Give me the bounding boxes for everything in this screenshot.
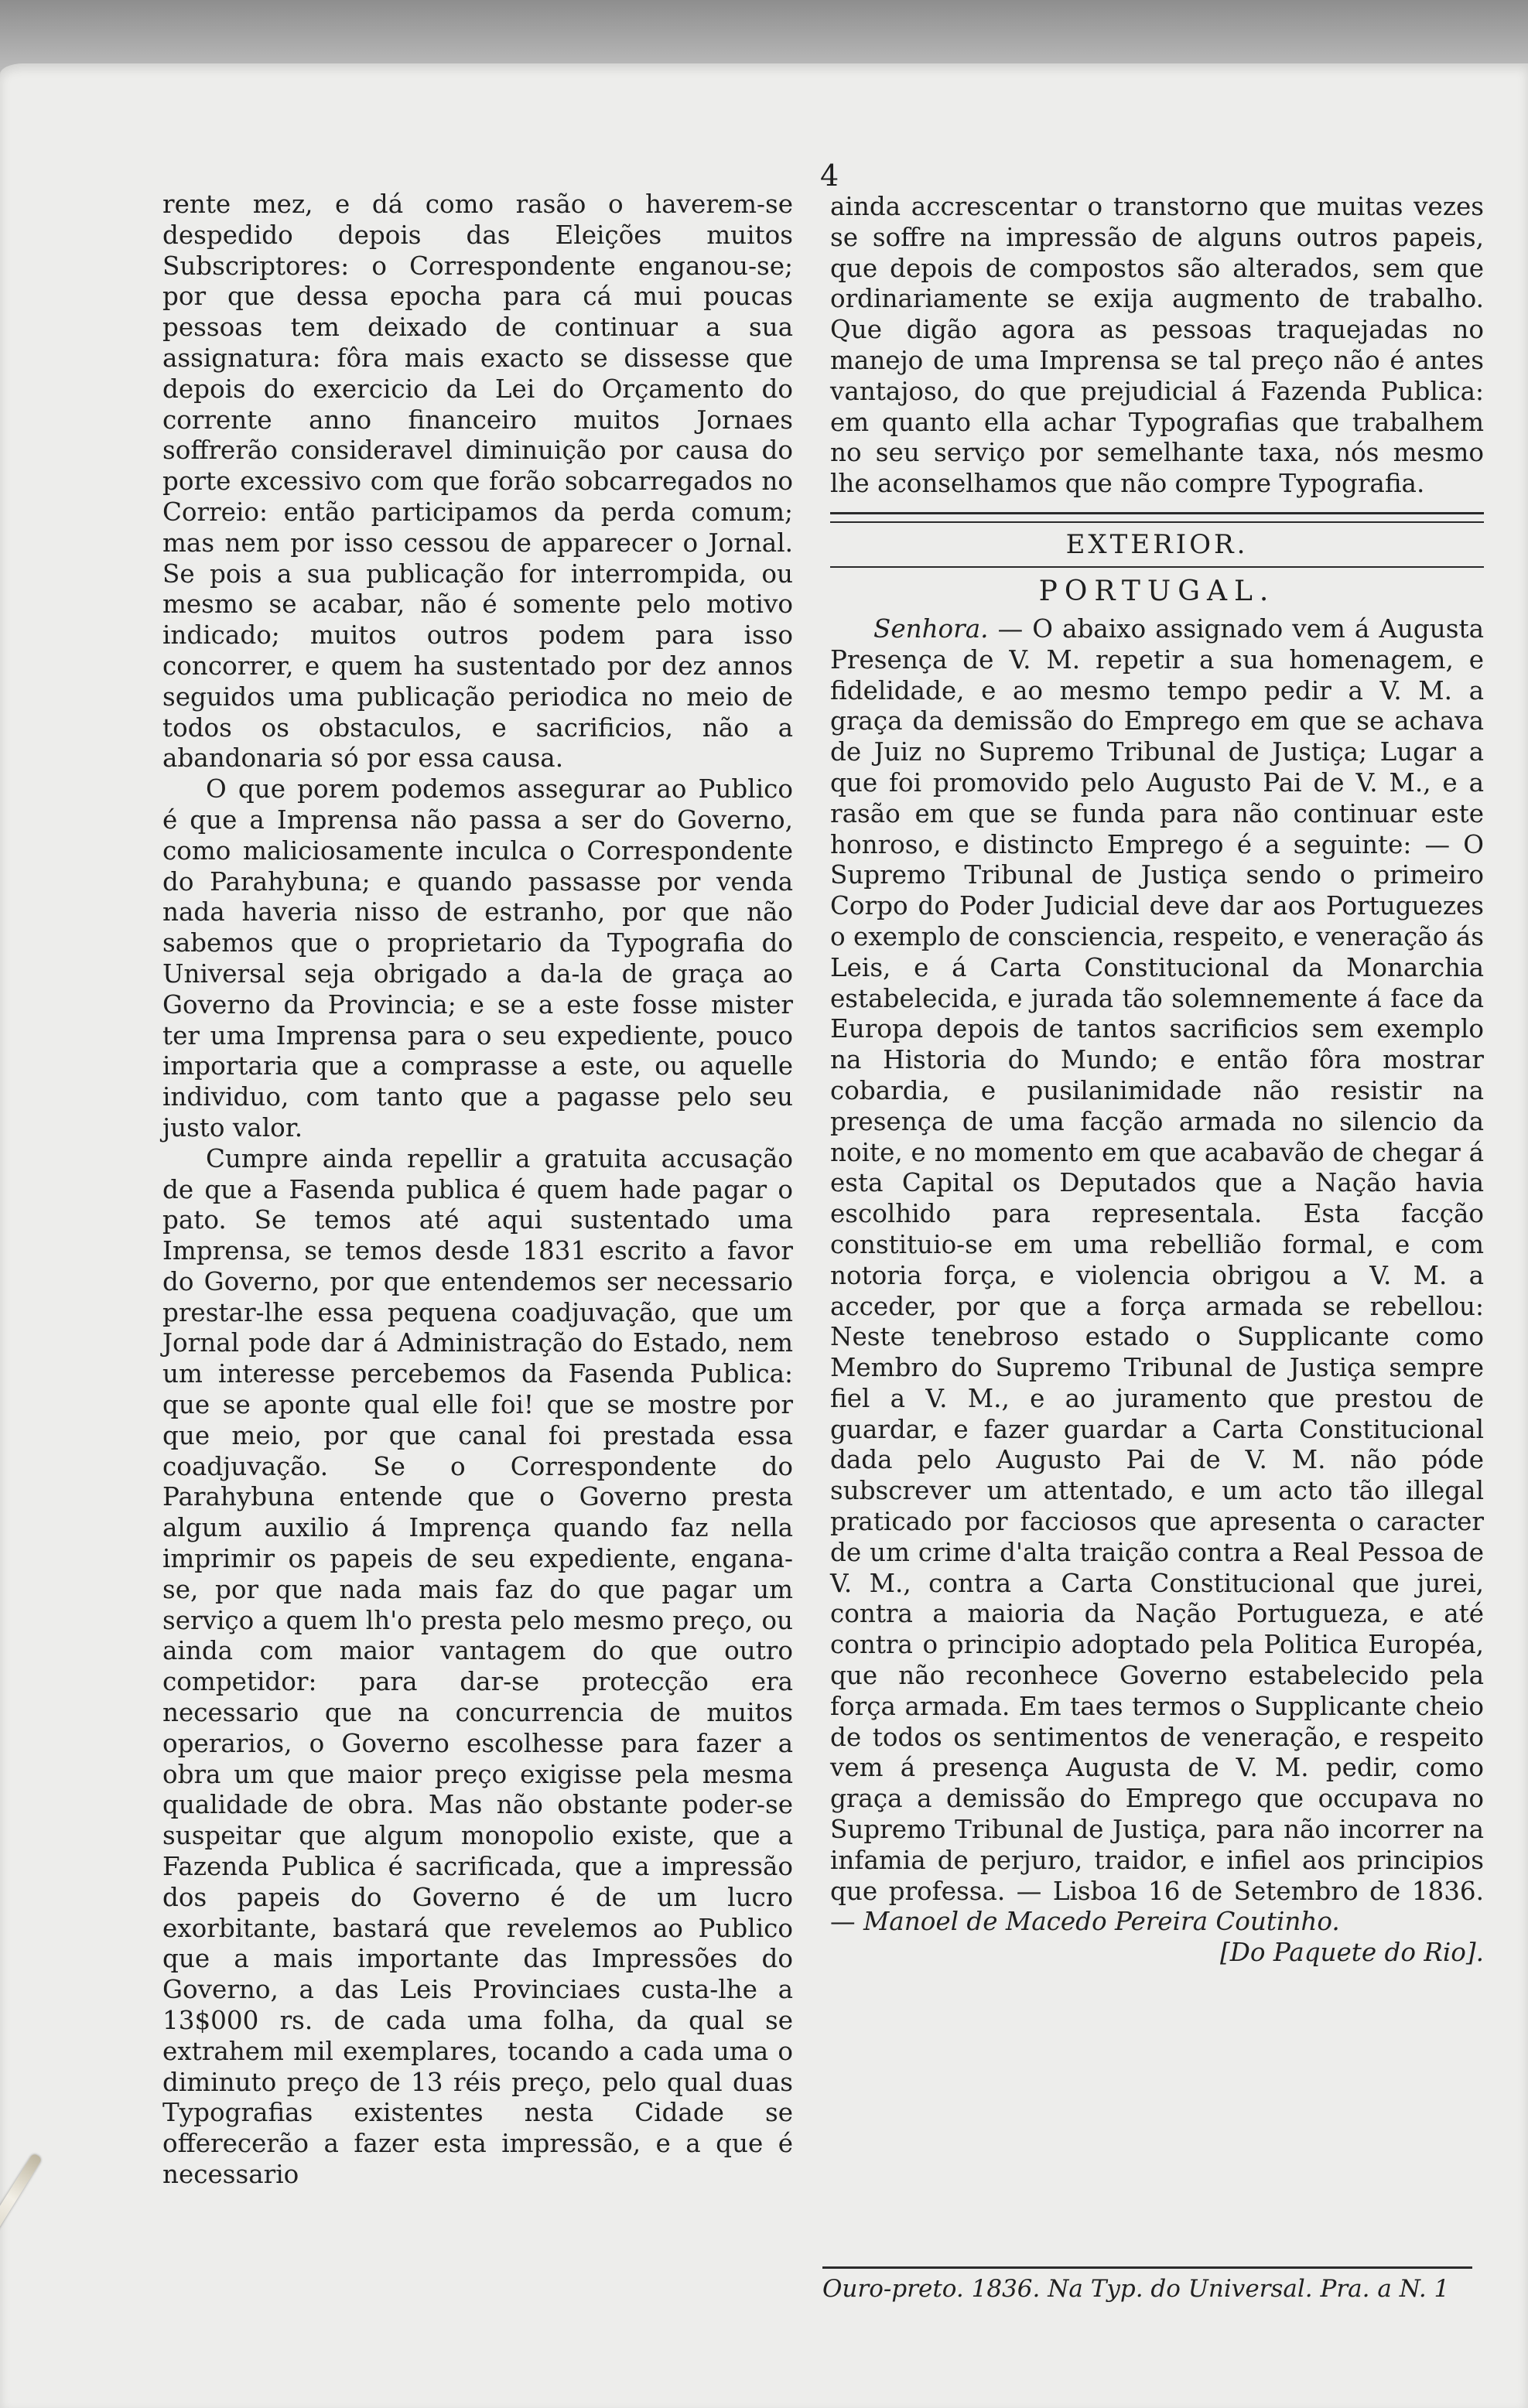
section-title: EXTERIOR. <box>1065 528 1249 560</box>
letter-paragraph <box>830 614 1484 1938</box>
section-rule <box>830 566 1484 568</box>
page-number: 4 <box>820 159 839 193</box>
letter-body: — O abaixo assignado vem á Augusta Presença de V. M. repetir a sua homenagem, e fidelidade, e ao mesmo tempo pedir a V. M. a graça da demissão do Emprego em que se achava de Juiz no Supremo Tribunal de Justiça; Lugar a que foi promovido pelo Augusto Pai de V. M., e a rasão em que se funda para não continuar este honroso, e distincto Emprego é a seguinte: — O Supremo Tribunal de Justiça sendo o primeiro Corpo do Poder Judicial deve dar aos Portuguezes o exemplo de consciencia, respeito, e veneração ás Leis, e á Carta Constitucional da Monarchia estabelecida, e jurada tão solemnemente á face da Europa depois de tantos sacrificios sem exemplo na Historia do Mundo; e então fôra mostrar cobardia, e pusilanimidade não resistir na presença de uma facção armada no silencio da noite, e no momento em que acabavão de chegar á esta Capital os Deputados que a Nação havia escolhido para representala. Esta facção constituio-se em uma rebellião formal, e com notoria força, e violencia obrigou a V. M. a acceder, por que a força armada se rebellou: Neste tenebroso estado o Supplicante como Membro do Supremo Tribunal de Justiça sempre fiel a V. M., e ao juramento que prestou de guardar, e fazer guardar a Carta Constitucional dada pelo Augusto Pai de V. M. não póde subscrever um attentado, e um acto tão illegal praticado por facciosos que apresenta o caracter de um crime d'alta traição contra a Real Pessoa de V. M., contra a Carta Constitucional que jurei, contra a maioria da Nação Portugueza, e até contra o principio adoptado pela Politica Européa, que não reconhece Governo estabelecido pela força armada. Em taes termos o Supplicante cheio de todos os sentimentos de veneração, e respeito vem á presença Augusta de V. M. pedir, como graça a demissão do Emprego que occupava no Supremo Tribunal de Justiça, para não incorrer na infamia de perjuro, traidor, e infiel aos principios que professa. — Lisboa 16 de Setembro de 1836. — <box>830 613 1484 1937</box>
printer-imprint: Ouro-preto. 1836. Na Typ. do Universal. Pra. a N. 1 <box>822 2266 1472 2304</box>
country-title: PORTUGAL. <box>1038 575 1276 607</box>
article-paragraph-2: O que porem podemos assegurar ao Publico é que a Imprensa não passa a ser do Governo, como maliciosamente inculca o Correspondente do Parahybuna; e quando passasse por venda nada haveria nisso de estranho, por que não sabemos que o proprietario da Typografia do Universal seja obrigado a da-la de graça ao Governo da Provincia; e se a este fosse mister ter uma Imprensa para o seu expediente, pouco importaria que a comprasse a este, ou aquelle individuo, com tanto que a pagasse pelo seu justo valor. <box>162 774 793 1143</box>
right-column <box>830 192 1484 1969</box>
left-column <box>162 190 793 2191</box>
letter-signature: Manoel de Macedo Pereira Coutinho. <box>863 1907 1340 1937</box>
article-paragraph-3: Cumpre ainda repellir a gratuita accusação de que a Fasenda publica é quem hade pagar o pato. Se temos até aqui sustentado uma Imprensa, se temos desde 1831 escrito a favor do Governo, por que entendemos ser necessario prestar-lhe essa pequena coadjuvação, que um Jornal pode dar á Administração do Estado, nem um interesse percebemos da Fasenda Publica: que se aponte qual elle foi! que se mostre por que meio, por que canal foi prestada essa coadjuvação. Se o Correspondente do Parahybuna entende que o Governo presta algum auxilio á Imprença quando faz nella imprimir os papeis de seu expediente, engana-se, por que nada mais faz do que pagar um serviço a quem lh'o presta pelo mesmo preço, ou ainda com maior vantagem do que outro competidor: para dar-se protecção era necessario que na concurrencia de muitos operarios, o Governo escolhesse para fazer a obra um que maior preço exigisse pela mesma qualidade de obra. Mas não obstante poder-se suspeitar que algum monopolio existe, que a Fazenda Publica é sacrificada, que a impressão dos papeis do Governo é de um lucro exorbitante, bastará que revelemos ao Publico que a mais importante das Impressões do Governo, a das Leis Provinciaes custa-lhe a 13$000 rs. de cada uma folha, da qual se extrahem mil exemplares, tocando a cada uma o diminuto preço de 13 réis preço, pelo qual duas Typografias existentes nesta Cidade se offerecerão a fazer esta impressão, e a que é necessario <box>162 1143 793 2189</box>
letter-signoff <box>830 1938 1484 1969</box>
article-continuation: ainda accrescentar o transtorno que muitas vezes se soffre na impressão de alguns outros papeis, que depois de compostos são alterados, sem que ordinariamente se exija augmento de trabalho. Que digão agora as pessoas traquejadas no manejo de uma Imprensa se tal preço não é antes vantajoso, do que prejudicial á Fazenda Publica: em quanto ella achar Typografias que trabalhem no seu serviço por semelhante taxa, nós mesmo lhe aconselhamos que não compre Typografia. <box>830 192 1484 499</box>
letter-salutation: Senhora. <box>873 613 989 644</box>
article-paragraph-1: rente mez, e dá como rasão o haverem-se despedido depois das Eleições muitos Subscriptores: o Correspondente enganou-se; por que dessa epocha para cá mui poucas pessoas tem deixado de continuar a sua assignatura: fôra mais exacto se dissesse que depois do exercicio da Lei do Orçamento do corrente anno financeiro muitos Jornaes soffrerão consideravel diminuição por causa do porte excessivo com que forão sobcarregados no Correio: então participamos da perda comum; mas nem por isso cessou de apparecer o Jornal. Se pois a sua publicação for interrompida, ou mesmo se acabar, não é somente pelo motivo indicado; muitos outros podem para isso concorrer, e quem ha sustentado por dez annos seguidos uma publicação periodica no meio de todos os obstaculos, e sacrificios, não a abandonaria só por essa causa. <box>162 190 793 774</box>
letter-source: [Do Paquete do Rio]. <box>1220 1938 1484 1968</box>
section-divider <box>830 512 1484 523</box>
scanner-edge <box>0 0 1528 73</box>
